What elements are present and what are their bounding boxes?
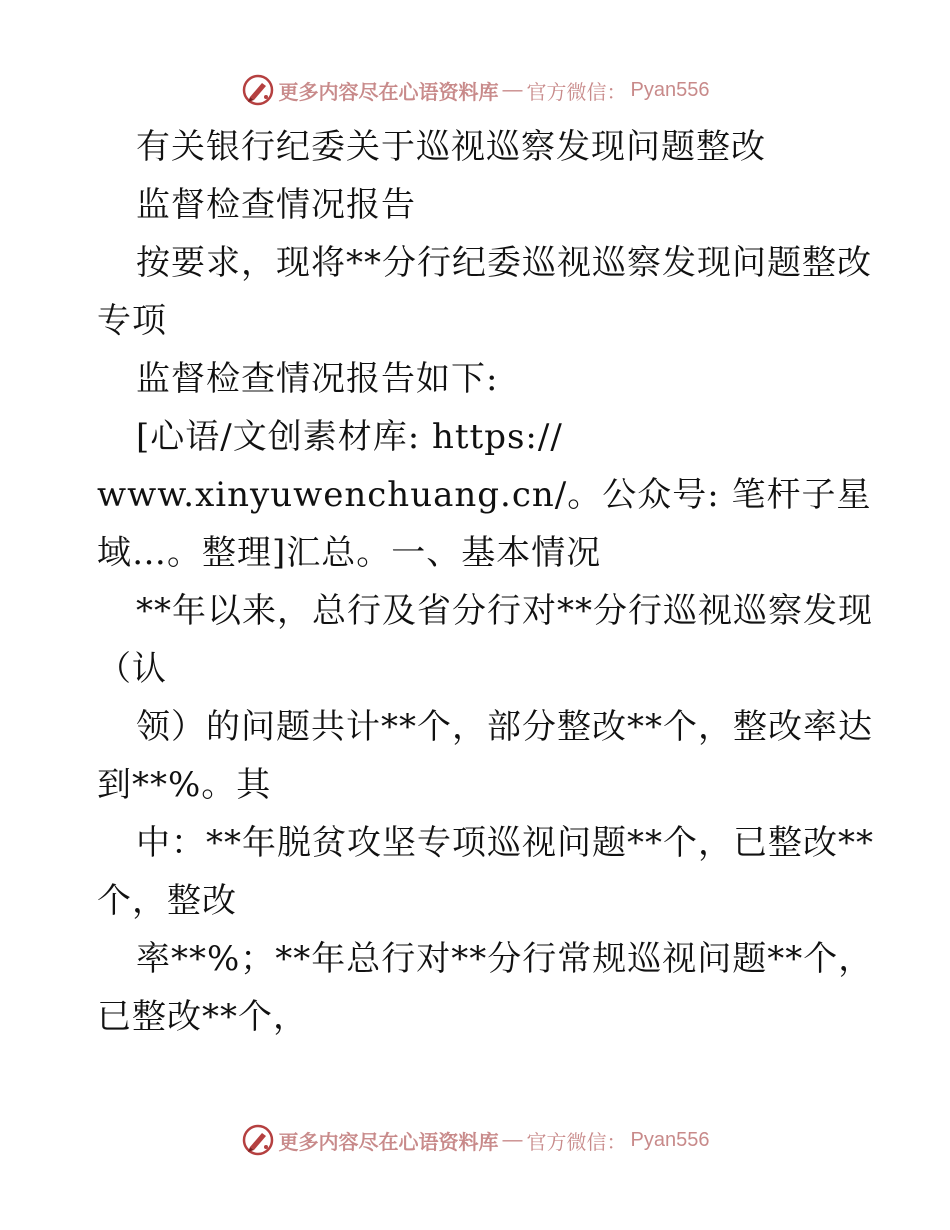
paragraph-line: 按要求，现将**分行纪委巡视巡察发现问题整改: [136, 243, 872, 283]
title-line-1: 有关银行纪委关于巡视巡察发现问题整改: [136, 127, 766, 167]
paragraph-line: **年以来，总行及省分行对**分行巡视巡察发现: [136, 591, 873, 631]
banner-content: [241, 1123, 710, 1157]
paragraph-line: www.xinyuwenchuang.cn/。公众号: 笔杆子星: [97, 475, 872, 515]
paragraph-line: 中：**年脱贫攻坚专项巡视问题**个，已整改**: [136, 823, 874, 863]
paragraph-line: 个，整改: [97, 881, 237, 921]
pen-logo-icon: [241, 73, 275, 107]
header-banner: [0, 70, 950, 110]
document-body: [97, 118, 874, 1046]
banner-dash: —: [502, 1128, 523, 1151]
banner-wechat-label: 官方微信：: [526, 79, 627, 104]
banner-site-text: 更多内容尽在心语资料库: [278, 79, 499, 104]
banner-wechat-label: 官方微信：: [526, 1129, 627, 1154]
banner-content: [241, 73, 710, 107]
paragraph-line: 监督检查情况报告如下:: [136, 359, 499, 399]
paragraph-line: 到**%。其: [97, 765, 272, 805]
banner-dash: —: [502, 78, 523, 101]
banner-site-text: 更多内容尽在心语资料库: [278, 1129, 499, 1154]
banner-wechat-id: Pyan556: [630, 1128, 710, 1151]
pen-logo-icon: [241, 1123, 275, 1157]
paragraph-line: 率**%；**年总行对**分行常规巡视问题**个，: [136, 939, 874, 979]
paragraph-line: （认: [97, 649, 167, 689]
paragraph-line: 已整改**个，: [97, 997, 308, 1037]
title-line-2: 监督检查情况报告: [136, 185, 416, 225]
banner-wechat-id: Pyan556: [630, 78, 710, 101]
paragraph-line: 领）的问题共计**个，部分整改**个，整改率达: [136, 707, 873, 747]
paragraph-line: 专项: [97, 301, 167, 341]
paragraph-line: [心语/文创素材库: https://: [136, 417, 563, 457]
paragraph-line: 域…。整理]汇总。一、基本情况: [97, 533, 602, 573]
footer-banner: [0, 1120, 950, 1160]
